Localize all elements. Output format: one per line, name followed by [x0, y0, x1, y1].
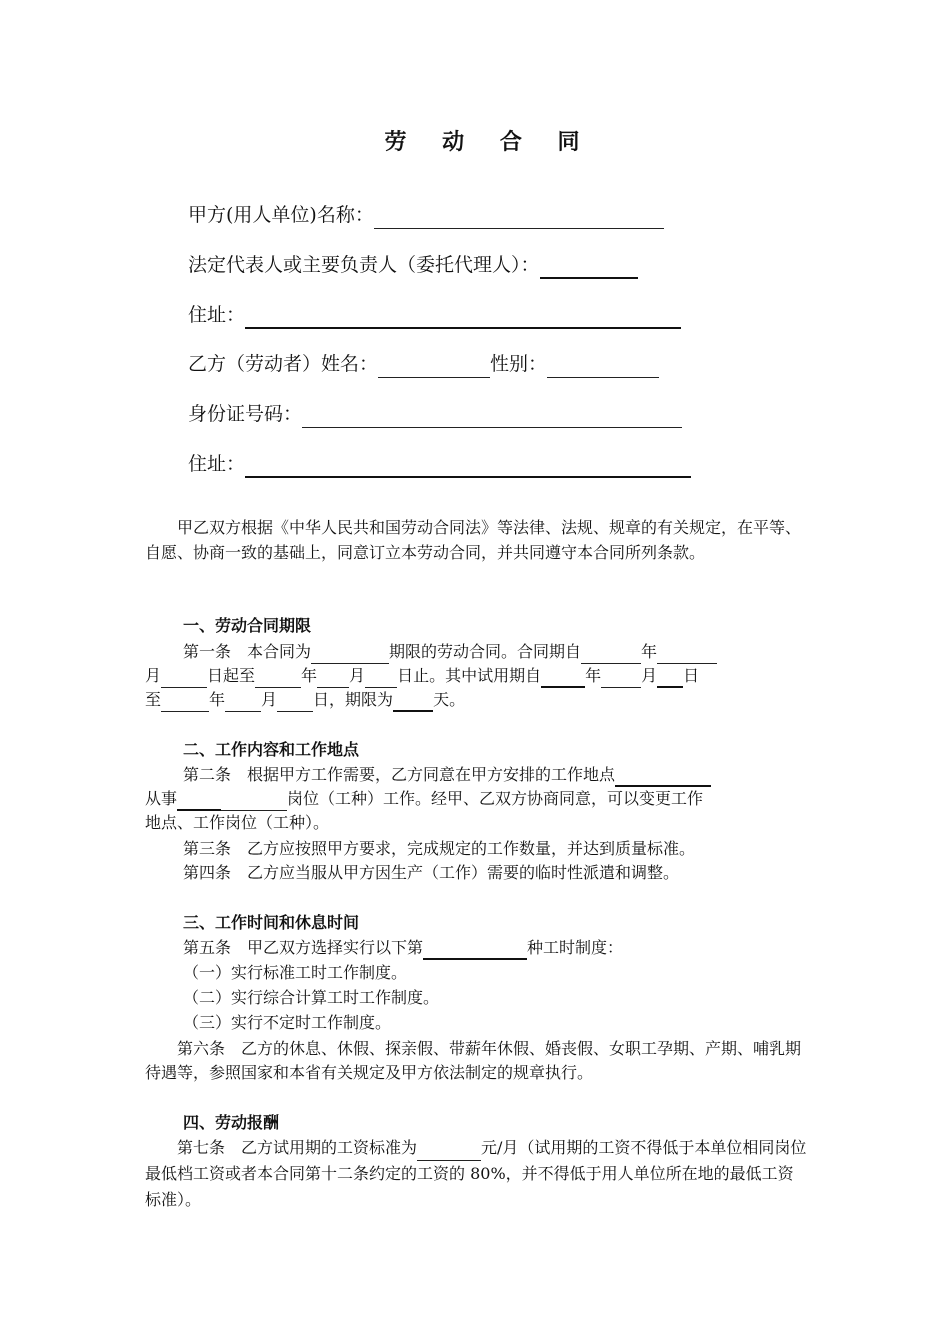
gender-label: 性别： — [490, 353, 548, 375]
article-1-text-15: 日，期限为 — [313, 690, 394, 709]
section-3-heading: 三、工作时间和休息时间 — [183, 913, 360, 932]
article-1-text-16: 天。 — [433, 690, 466, 709]
article-2-text: 第二条 根据甲方工作需要，乙方同意在甲方安排的工作地点 — [183, 765, 616, 784]
article-4: 第四条 乙方应当服从甲方因生产（工作）需要的临时性派遣和调整。 — [183, 863, 680, 882]
position-blank-b[interactable] — [221, 792, 287, 811]
gender-blank[interactable] — [547, 355, 659, 378]
article-3: 第三条 乙方应按照甲方要求，完成规定的工作数量，并达到质量标准。 — [183, 839, 696, 858]
article-1-text-9: 年 — [585, 666, 602, 685]
article-1-text-6: 年 — [301, 666, 318, 685]
legal-rep-row — [188, 251, 638, 279]
article-2-text-3: 岗位（工种）工作。经甲、乙双方协商同意，可以变更工作 — [287, 789, 704, 808]
article-7-text: 第七条 乙方试用期的工资标准为 — [177, 1138, 418, 1157]
id-number-blank[interactable] — [302, 405, 682, 428]
article-2-text-2: 从事 — [145, 789, 178, 808]
article-1-text-14: 月 — [261, 690, 278, 709]
article-2-line-3: 地点、工作岗位（工种）。 — [145, 813, 330, 832]
probation-end-day-blank[interactable] — [277, 693, 313, 712]
employee-name-blank[interactable] — [378, 355, 490, 378]
article-5 — [183, 936, 623, 960]
article-1-text-3: 年 — [641, 642, 658, 661]
article-1-line-2 — [145, 664, 699, 688]
employer-name-blank[interactable] — [374, 206, 664, 229]
option-3: （三）实行不定时工作制度。 — [183, 1013, 392, 1032]
section-1-heading: 一、劳动合同期限 — [183, 616, 312, 635]
probation-end-year-blank[interactable] — [161, 693, 209, 712]
article-2-line-1 — [183, 763, 711, 787]
article-1-text-13: 年 — [209, 690, 226, 709]
article-7 — [145, 1135, 807, 1213]
article-5-text: 第五条 甲乙双方选择实行以下第 — [183, 938, 424, 957]
probation-start-year-blank[interactable] — [541, 668, 585, 688]
legal-rep-blank[interactable] — [540, 255, 638, 279]
employer-name-row — [188, 201, 664, 229]
legal-rep-label: 法定代表人或主要负责人（委托代理人）： — [188, 254, 540, 276]
probation-end-month-blank[interactable] — [225, 693, 261, 712]
article-1-line-1 — [183, 640, 717, 664]
employer-address-row — [188, 301, 681, 329]
end-month-blank[interactable] — [317, 669, 349, 688]
article-1-text-10: 月 — [641, 666, 658, 685]
employer-name-label: 甲方(用人单位)名称： — [188, 204, 374, 226]
article-1-text-7: 月 — [349, 666, 366, 685]
id-number-label: 身份证号码： — [188, 403, 303, 425]
article-1-text-5: 日起至 — [207, 666, 256, 685]
employee-name-row — [188, 350, 659, 378]
position-blank-a[interactable] — [177, 791, 221, 811]
article-1-text-4: 月 — [145, 666, 162, 685]
section-2-heading: 二、工作内容和工作地点 — [183, 740, 360, 759]
start-month-blank[interactable] — [657, 645, 717, 664]
employer-address-blank[interactable] — [245, 305, 681, 329]
end-year-blank[interactable] — [255, 669, 301, 688]
article-1-text-12: 至 — [145, 690, 162, 709]
employee-name-label: 乙方（劳动者）姓名： — [188, 353, 379, 375]
article-1-text-11: 日 — [683, 666, 700, 685]
probation-start-month-blank[interactable] — [601, 669, 641, 688]
option-2: （二）实行综合计算工时工作制度。 — [183, 988, 440, 1007]
employee-address-blank[interactable] — [245, 454, 691, 478]
work-hour-system-blank[interactable] — [423, 940, 527, 960]
article-2-line-2 — [145, 787, 703, 811]
article-7-text-2: 元/月（试用期的工资不得低于本单位相同岗位最低档工资或者本合同第十二条约定的工资的 80%，并不得低于用人单位所在地的最低工资标准）。 — [145, 1138, 807, 1209]
contract-term-type-blank[interactable] — [311, 645, 389, 664]
article-1-text-8: 日止。其中试用期自 — [397, 666, 542, 685]
article-5-text-2: 种工时制度： — [527, 938, 624, 957]
option-1: （一）实行标准工时工作制度。 — [183, 963, 408, 982]
employee-address-row — [188, 450, 691, 478]
probation-days-blank[interactable] — [393, 692, 433, 712]
article-6: 第六条 乙方的休息、休假、探亲假、带薪年休假、婚丧假、女职工孕期、产期、哺乳期待遇等，参照国家和本省有关规定及甲方依法制定的规章执行。 — [145, 1039, 802, 1082]
id-number-row — [188, 400, 682, 428]
page-title: 劳 动 合 同 — [384, 130, 594, 155]
employer-address-label: 住址： — [188, 304, 246, 326]
end-day-blank[interactable] — [365, 669, 397, 688]
work-location-blank[interactable] — [615, 767, 711, 787]
section-4-heading: 四、劳动报酬 — [183, 1113, 280, 1132]
preamble: 甲乙双方根据《中华人民共和国劳动合同法》等法律、法规、规章的有关规定，在平等、自愿、协商一致的基础上，同意订立本劳动合同，并共同遵守本合同所列条款。 — [145, 518, 802, 562]
probation-wage-blank[interactable] — [417, 1142, 481, 1161]
article-1-text: 第一条 本合同为 — [183, 642, 312, 661]
employee-address-label: 住址： — [188, 453, 246, 475]
article-1-text-2: 期限的劳动合同。合同期自 — [389, 642, 582, 661]
probation-start-day-blank[interactable] — [657, 668, 683, 688]
start-day-blank[interactable] — [161, 669, 207, 688]
start-year-blank[interactable] — [581, 645, 641, 664]
article-1-line-3 — [145, 688, 465, 712]
